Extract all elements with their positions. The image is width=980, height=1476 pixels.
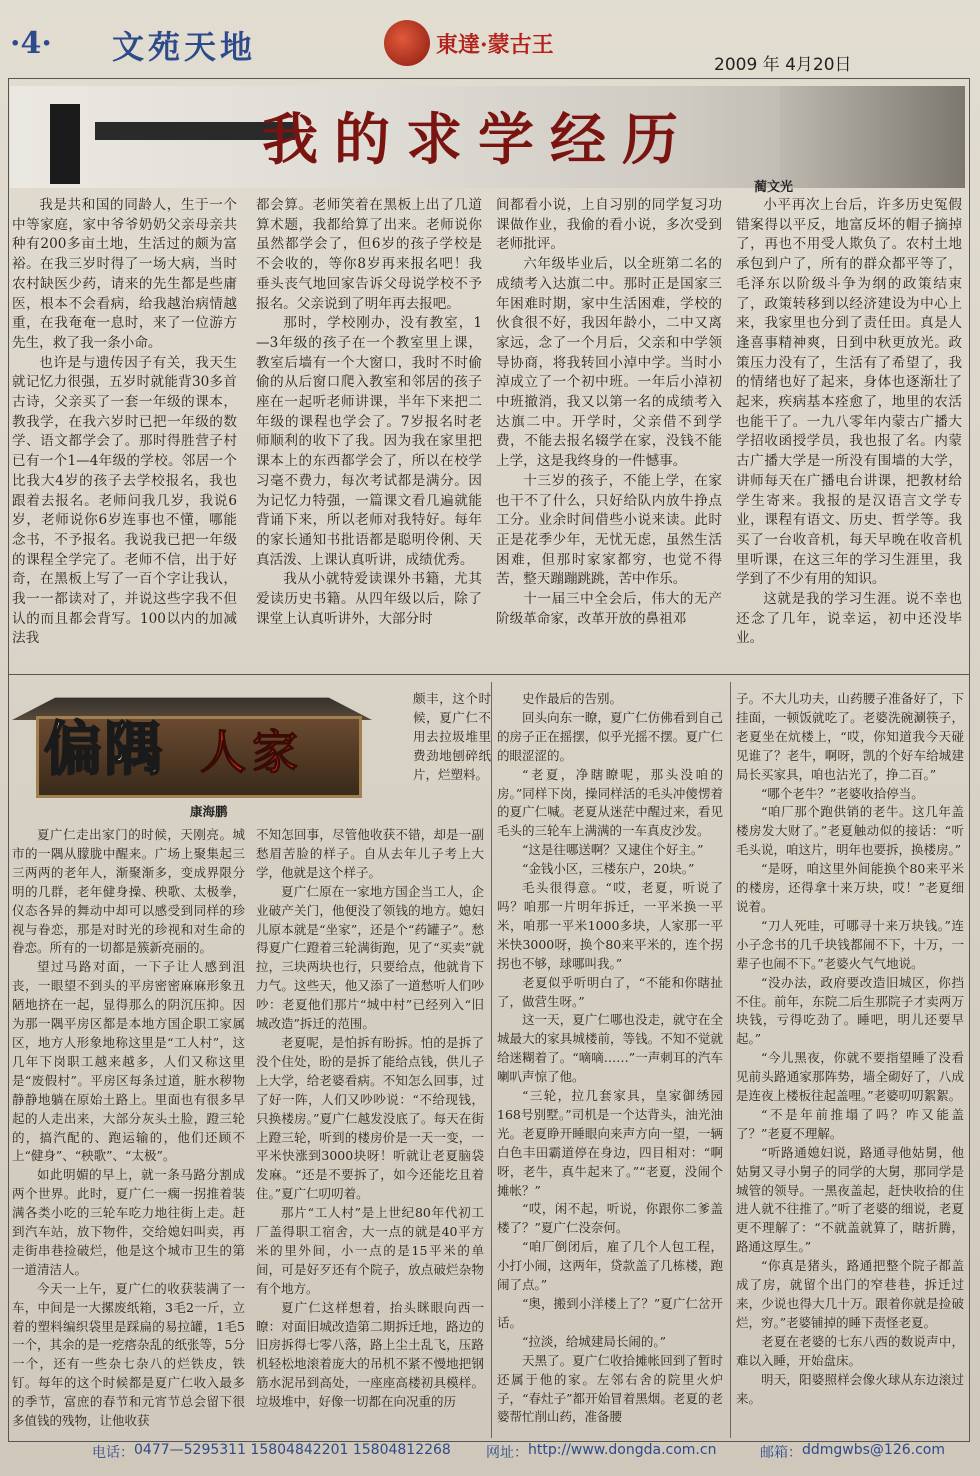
paragraph: 如此明媚的早上，就一条马路分割成两个世界。此时，夏广仁一瘸一拐推着装满各类小吃的三轮车吃力地往街上走。赶到汽车站，放下物件，交给媳妇叫卖，再走街串巷捡破烂，他是这个城市卫生的第一道清洁人。 <box>12 1167 245 1277</box>
paragraph: 老夏似乎听明白了，“不能和你瞎扯了，做营生呀。” <box>497 974 723 1009</box>
paragraph: 十一届三中全会后，伟大的无产阶级革命家，改革开放的鼻祖邓 <box>496 591 722 627</box>
paragraph: 那时，学校刚办，没有教室，1—3年级的孩子在一个教室里上课，教室后墙有一个大窗口，我时不时偷偷的从后窗口爬入教室和邻居的孩子座在一起听老师讲课，半年下来把二年级的课程也学会了。7岁报名时老师顺利的收下了我。因为我在家里把课本上的东西都学会了，所以在校学习毫不费力，每次考试都是满分。因为记忆力特强，一篇课文看几遍就能背诵下来，所以老师对我特好。每年的家长通知书批语都是聪明伶俐、天真活泼、上课认真听讲，成绩优秀。 <box>256 315 482 568</box>
paragraph: 也许是与遗传因子有关，我天生就记忆力很强，五岁时就能背30多首古诗，父亲买了一套一年级的课本，教我学，在我六岁时已把一年级的数学、语文都学会了。那时得胜营子村已有一个1—4年级的学校。邻居一个比我大4岁的孩子去学校报名，我也跟着去报名。老师问我几岁，我说6岁，老师说你6岁连事也不懂，哪能念书，不予报名。我说我已把一年级的课程全学完了。老师不信，出于好奇，在黑板上写了一百个字让我认，我一一都读对了，并说这些字我不但认的而且都会背写。100以内的加减法我 <box>12 354 237 647</box>
article2-title-part-2: 人家 <box>200 725 304 779</box>
paragraph: “咱厂那个跑供销的老牛。这几年盖楼房发大财了。”老夏触动似的接话：“听毛头说，咱这片，明年也要拆，换楼房。” <box>736 804 964 858</box>
paragraph: “是呀，咱这里外间能换个80来平米的楼房，还得拿十来万块，哎！”老夏细说着。 <box>736 861 964 914</box>
paragraph: 我从小就特爱读课外书籍，尤其爱读历史书籍。从四年级以后，除了课堂上认真听讲外，大部分时 <box>256 571 482 627</box>
column-separator <box>730 682 731 1438</box>
paragraph: 我是共和国的同龄人，生于一个中等家庭，家中爷爷奶奶父亲母亲共种有200多亩土地，生活过的颇为富裕。在我三岁时得了一场大病，当时农村缺医少药，请来的先生都是些庸医，根本不会看病，给我越治病情越重，在我奄奄一息时，来了一位游方先生，救了我一条小命。 <box>12 197 237 351</box>
paragraph: 老夏在老婆的七东八西的数说声中，难以入睡，开始盘床。 <box>736 1333 964 1368</box>
paragraph: 夏广仁这样想着，抬头眯眼向西一瞭：对面旧城改造第二期拆迁地，路边的旧房拆得七零八落，路上尘土乱飞，压路机轻松地滚着庞大的吊机不紧不慢地把钢筋水泥吊到高处，一座座高楼初具模样。垃圾堆中，好像一切都在向况重的历 <box>256 1299 484 1410</box>
contact-footer <box>8 1438 970 1462</box>
email-label: 邮箱： <box>760 1445 802 1461</box>
paragraph: 十三岁的孩子，不能上学，在家也干不了什么，只好给队内放牛挣点工分。业余时间借些小说来读。此时正是花季少年，无忧无虑，虽然生活困难，但那时家家都穷，也觉不得苦，整天蹦蹦跳跳，苦中作乐。 <box>496 472 722 588</box>
paragraph: “今儿黑夜，你就不要指望睡了没看见前头路通家那阵势，墙全砌好了，八成是连夜上楼板往起盖哩。”老婆叨叨絮絮。 <box>736 1050 964 1104</box>
paragraph: “咱厂倒闭后，雇了几个人包工程，小打小闹，这两年，贷款盖了几栋楼，跑闹了点。” <box>497 1239 723 1293</box>
paragraph: “你真是猪头，路通把整个院子都盖成了房，就留个出门的窄巷巷，拆迁过来，少说也得大几十万。跟着你就是捡破烂，穷。”老婆铺掉的睡下责怪老夏。 <box>736 1258 964 1330</box>
brand-emblem-icon <box>384 20 430 66</box>
paragraph: 小平再次上台后，许多历史冤假错案得以平反，地富反坏的帽子摘掉了，再也不用受人欺负了。农村土地承包到户了，所有的群众都平等了，毛泽东以阶级斗争为纲的政策结束了，政策转移到以经济建设为中心上来，我家里也分到了责任田。真是人逢喜事精神爽，日到中秋更放光。政策压力没有了，生活有了希望了，我的情绪也好了起来，身体也逐渐壮了起来，疾病基本痊愈了，地里的农活也能干了。一九八零年内蒙古广播大学招收函授学员，我也报了名。内蒙古广播大学是一所没有围墙的大学，讲师每天在广播电台讲课，把教材给学生寄来。我报的是汉语言文学专业，课程有语文、历史、哲学等。我买了一台收音机，每天早晚在收音机里听课，在这三年的学习生涯里，我学到了不少有用的知识。 <box>736 197 962 588</box>
paragraph: “这是往哪送啊？又逮住个好主。” <box>522 842 704 858</box>
paragraph: 间都看小说，上自习别的同学复习功课做作业，我偷的看小说，多次受到老师批评。 <box>496 197 722 253</box>
paragraph: “刀人死哇，可哪寻十来万块钱。”连小子念书的几千块钱都闹不下，十万，一辈子也闹不下。”老婆火气气地说。 <box>736 917 964 971</box>
column-separator <box>491 682 492 1438</box>
article1-body <box>12 196 968 672</box>
paragraph: 这一天，夏广仁哪也没走，就守在全城最大的家具城楼前，等钱。不知不觉就给迷糊着了。“嘀嘀……”一声刺耳的汽车喇叭声惊了他。 <box>497 1012 723 1085</box>
paragraph: 子。不大儿功夫，山药腰子准备好了，下挂面，一顿饭就吃了。老婆洗碗涮筷子，老夏坐在炕楼上，“哎，你知道我今天碰见谁了？老牛，啊呀，凯的个好车给城建局长买家具，咱也沾光了，挣二百。” <box>736 691 964 782</box>
paragraph: 不知怎回事，尽管他收获不错，却是一副愁眉苦脸的样子。自从去年儿子考上大学，他就是这个样子。 <box>256 827 484 880</box>
page-number: ·4· <box>10 26 52 61</box>
article2-title-part-1: 偏隅 <box>44 715 165 783</box>
section-divider <box>8 674 970 675</box>
paragraph: 那片“工人村”是上世纪80年代初工厂盖得职工宿舍，大一点的就是40平方米的里外间，小一点的是15平米的单间，可是好歹还有个院子，放点破烂杂物有个地方。 <box>256 1205 484 1296</box>
article2-column-top <box>413 690 491 822</box>
paragraph: “老夏，净瞎瞭呢，那头没咱的房。”同样下岗，操同样活的毛头冲傻愣着的夏广仁喊。老夏从迷茫中醒过来，看见毛头的三轮车上满满的一车真皮沙发。 <box>497 766 723 839</box>
paragraph: “哪个老牛？”老婆收拾停当。 <box>761 785 924 801</box>
paragraph: “听路通媳妇说，路通寻他姑舅，他姑舅又寻小舅子的同学的大舅，那同学是城管的领导。一黑夜盖起，赶快收拾的住进人就不往推了。”听了老婆的细说，老夏更不理解了：“不就盖就算了，瞎折腾，路通这厚生。” <box>736 1144 964 1255</box>
paragraph: 天黑了。夏广仁收拾摊帐回到了暂时还属于他的家。左邻右舍的院里火炉子，“春灶子”都开始冒着黑烟。老夏的老婆帮忙削山药，准备腰 <box>497 1352 723 1425</box>
paragraph: “不是年前推塌了吗？咋又能盖了？”老夏不理解。 <box>736 1106 964 1141</box>
paragraph: 都会算。老师笑着在黑板上出了几道算术题，我都给算了出来。老师说你虽然都学会了，但6岁的孩子学校是不会收的，等你8岁再来报名吧！我垂头丧气地回家告诉父母说学校不予报名。父亲说到了明年再去报吧。 <box>256 197 482 312</box>
paragraph: “奥，搬到小洋楼上了？”夏广仁岔开话。 <box>497 1296 723 1330</box>
paragraph: “金钱小区，三楼东户，20块。” <box>522 861 695 877</box>
paragraph: 这就是我的学习生涯。说不幸也还念了几年，说幸运，初中还没毕业。 <box>736 591 962 647</box>
paragraph: 毛头很得意。“哎，老夏，听说了吗？咱那一片明年拆迁，一平米换一平米，咱那一平米1000多块，人家那一平米快3000呀，换个80来平米的，连个拐拐也不够，球哪叫我。” <box>497 880 723 971</box>
paragraph: “三轮，拉几套家具，皇家御绣园168号别墅。”司机是一个达背头，油光油光。老夏睁开睡眼向来声方向一望，一辆白色丰田霸道停在身边，四目相对：“啊呀，老牛，真牛起来了。”“老夏，没闹个摊帐？” <box>497 1088 723 1198</box>
paragraph: “拉淡，给城建局长闹的。” <box>522 1333 667 1349</box>
paragraph: “没办法，政府要改造旧城区，你挡不住。前年，东院二后生那院子才卖两万块钱，亏得吃劲了。睡吧，明儿还要早起。” <box>736 974 964 1047</box>
paragraph: “哎，闲不起，听说，你跟你二爹盖楼了？”夏广仁没奈何。 <box>497 1201 723 1236</box>
article1-column-2 <box>256 196 482 672</box>
website-link[interactable]: http://www.dongda.com.cn <box>528 1442 717 1458</box>
article2-column-1 <box>12 826 245 1434</box>
brand-name: 東達·蒙古王 <box>436 32 554 58</box>
banner-shadow <box>780 86 965 188</box>
email-link[interactable]: ddmgwbs@126.com <box>802 1442 946 1458</box>
paragraph: 明天，阳婆照样会像火球从东边滚过来。 <box>736 1371 964 1406</box>
article1-title: 我的求学经历 <box>262 107 694 173</box>
section-title: 文苑天地 <box>112 28 257 66</box>
website-label: 网址： <box>486 1445 528 1461</box>
article1-column-3 <box>496 196 722 672</box>
article1-author: 蔺文光 <box>754 180 794 195</box>
article2-column-4 <box>736 690 964 1434</box>
phone-label: 电话： <box>92 1445 134 1461</box>
paragraph: 今天一上午，夏广仁的收获装满了一车，中间是一大摞废纸箱，3毛2一斤，立着的塑料编织袋里是踩扁的易拉罐，1毛5一个，其余的是一疙瘩杂乱的纸张等，5分一个，还有一些杂七杂八的烂铁皮，铁钉。每年的这个时候都是夏广仁收入最多的季节，富庶的春节和元宵节总会留下很多值钱的残物，让他收获 <box>12 1280 245 1429</box>
paragraph: 夏广仁原在一家地方国企当工人，企业破产关门，他便没了领钱的地方。媳妇儿原本就是“坐家”，还是个“药罐子”。愁得夏广仁蹬着三轮满街跑，见了“买卖”就拉，三块两块也行，只要给点，他就肯下力气。这些天，他又添了一道愁听人们吵吵：老夏他们那片“城中村”已经列入“旧城改造”拆迁的范围。 <box>256 883 484 1032</box>
brand-logo <box>384 20 584 66</box>
article2-column-3 <box>497 690 723 1434</box>
article2-author: 康海鹏 <box>190 804 228 819</box>
masthead <box>0 0 980 78</box>
paragraph: 颇丰，这个时候，夏广仁不用去拉圾堆里费劲地刨碎纸片，烂塑料。 <box>413 691 491 782</box>
banner-post <box>50 104 80 184</box>
paragraph: 六年级毕业后，以全班第二名的成绩考入达旗二中。那时正是国家三年困难时期，家中生活困难，学校的伙食很不好，我因年龄小，二中又离家远，念了一个月后，父亲和中学领导协商，将我转回小淖中学。当时小淖成立了一个初中班。一年后小淖初中班撤消，我又以第一名的成绩考入达旗二中。开学时，父亲借不到学费，不能去报名辍学在家，没钱不能上学，这是我终身的一件憾事。 <box>496 256 722 470</box>
paragraph: 夏广仁走出家门的时候，天刚亮。城市的一隅从朦胧中醒来。广场上聚集起三三两两的老年人，渐聚渐多，变成界限分明的几群，老年健身操、秧歌、太极拳，仪态各异的舞动中却可以感受到同样的珍视与眷恋，那是对时光的珍视和对生命的眷恋。所有的一切都是簇新亮丽的。 <box>12 827 245 956</box>
paragraph: 望过马路对面，一下子让人感到沮丧，一眼望不到头的平房密密麻麻形象丑陋地挤在一起，显得那么的阴沉压抑。因为那一隅平房区都是本地方国企职工家属区，地方人形象地称这里是“工人村”，这几年下岗职工越来越多，人们又称这里是“废假村”。平房区每条过道，脏水秽物静静地躺在原始土路上。里面也有很多早起的人走出来，大部分灰头土脸，蹬三轮的，搞汽配的、跑运输的，他们还顾不上“健身”、“秧歌”、“太极”。 <box>12 959 245 1164</box>
phone-numbers: 0477—5295311 15804842201 15804812268 <box>134 1442 451 1458</box>
article1-column-4 <box>736 196 962 672</box>
issue-date: 2009 年 4月20日 <box>714 55 852 75</box>
paragraph: 老夏呢，是怕拆有盼拆。怕的是拆了没个住处，盼的是拆了能给点钱，供儿子上大学，给老婆看病。不知怎么回事，过了好一阵，人们又吵吵说：“不给现钱，只换楼房。”夏广仁越发没底了。每天在街上蹬三轮，听到的楼房价是一天一变，一平米快涨到3000块呀！听就让老夏脑袋发麻。“还是不要拆了，如今还能圪且着住。”夏广仁叨叨着。 <box>256 1034 484 1202</box>
paragraph: 史作最后的告别。 <box>522 691 623 706</box>
article1-column-1 <box>12 196 237 672</box>
paragraph: 回头向东一瞭，夏广仁仿佛看到自己的房子正在摇摆，似乎光摇不摆。夏广仁的眼涩涩的。 <box>497 709 723 763</box>
article2-column-2 <box>256 826 484 1434</box>
